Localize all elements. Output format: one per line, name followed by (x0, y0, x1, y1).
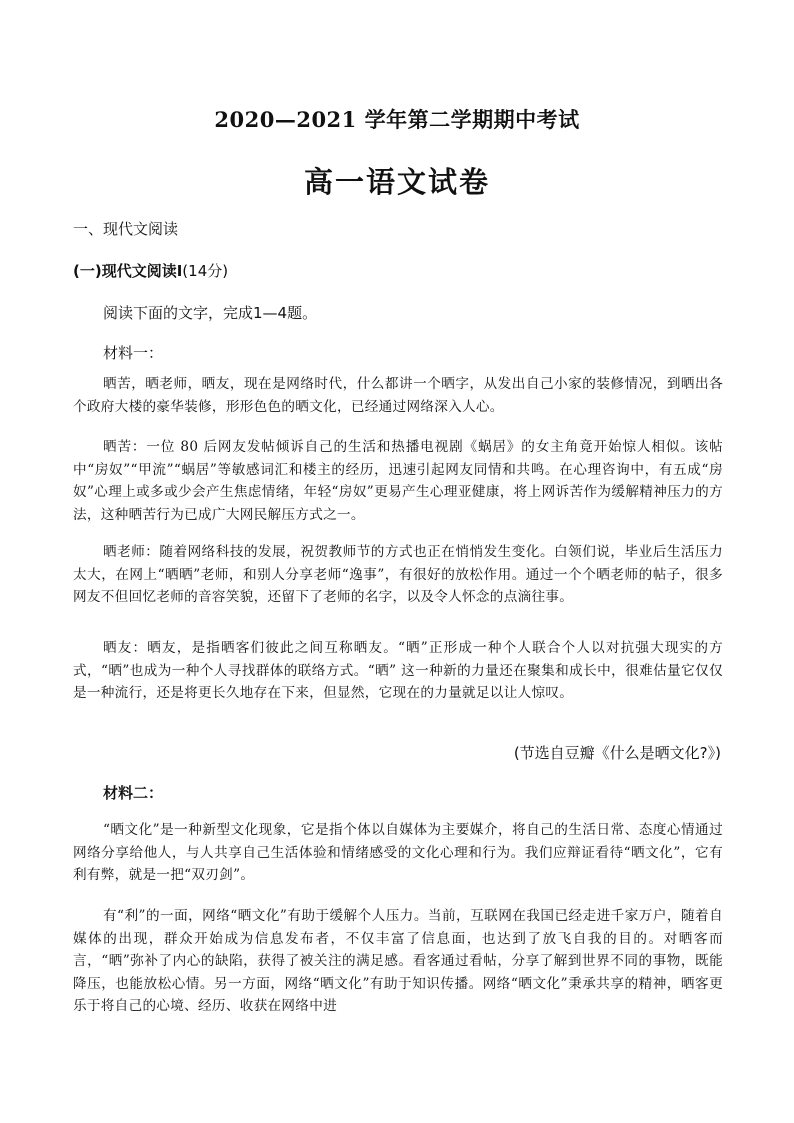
material-one-paragraph: 晒苦，晒老师，晒友，现在是网络时代，什么都讲一个晒字，从发出自己小家的装修情况，到晒出各个政府大楼的豪华装修，形形色色的晒文化，已经通过网络深入人心。 (73, 376, 723, 415)
material-two-paragraph: 有“利”的一面，网络“晒文化”有助于缓解个人压力。当前，互联网在我国已经走进千家万户，随着自媒体的出现，群众开始成为信息发布者，不仅丰富了信息面，也达到了放飞自我的目的。对晒客而言，“晒”弥补了内心的缺陷，获得了被关注的满足感。看客通过看帖，分享了解到世界不同的事物，既能降压，也能放松心情。另一方面，网络“晒文化”有助于知识传播。网络“晒文化”秉承共享的精神，晒客更乐于将自己的心境、经历、收获在网络中进 (73, 908, 723, 1014)
section-heading: 一、现代文阅读 (73, 220, 179, 238)
material-one-label: 材料一： (103, 344, 164, 362)
material-one-paragraph: 晒友：晒友，是指晒客们彼此之间互称晒友。“晒”正形成一种个人联合个人以对抗强大现实的方式，“晒”也成为一种个人寻找群体的联络方式。“晒” 这一种新的力量还在聚集和成长中，很难估量它仅仅是一种流行，还是将更长久地存在下来，但显然，它现在的力量就足以让人惊叹。 (73, 640, 723, 701)
material-one-paragraph: 晒老师：随着网络科技的发展，祝贺教师节的方式也正在悄悄发生变化。白领们说，毕业后生活压力太大，在网上“晒晒”老师，和别人分享老师“逸事”，有很好的放松作用。通过一个个晒老师的帖子，很多网友不但回忆老师的音容笑貌，还留下了老师的名字，以及令人怀念的点滴往事。 (73, 544, 723, 605)
subsection-label: (一)现代文阅读Ⅰ (73, 262, 183, 280)
reading-instruction: 阅读下面的文字，完成1—4题。 (103, 304, 318, 322)
material-one-source: (节选自豆瓣《什么是晒文化?》) (513, 744, 721, 762)
material-one-paragraph: 晒苦：一位 80 后网友发帖倾诉自己的生活和热播电视剧《蜗居》的女主角竟开始惊人相似。该帖中“房奴”“甲流”“蜗居”等敏感词汇和楼主的经历，迅速引起网友同情和共鸣。在心理咨询中，有五成“房奴”心理上或多或少会产生焦虑情绪，年轻“房奴”更易产生心理亚健康，将上网诉苦作为缓解精神压力的方法，这种晒苦行为已成广大网民解压方式之一。 (73, 439, 723, 523)
subsection-heading (73, 260, 228, 281)
paper-title: 高一语文试卷 (303, 165, 490, 199)
subsection-score: (14分) (182, 262, 229, 280)
material-two-label: 材料二： (103, 784, 164, 802)
material-two-paragraph: “晒文化”是一种新型文化现象，它是指个体以自媒体为主要媒介，将自己的生活日常、态度心情通过网络分享给他人，与人共享自己生活体验和情绪感受的文化心理和行为。我们应辩证看待“晒文化”，它有利有弊，就是一把“双刃剑”。 (73, 822, 723, 883)
exam-title: 2020—2021 学年第二学期期中考试 (214, 107, 580, 132)
